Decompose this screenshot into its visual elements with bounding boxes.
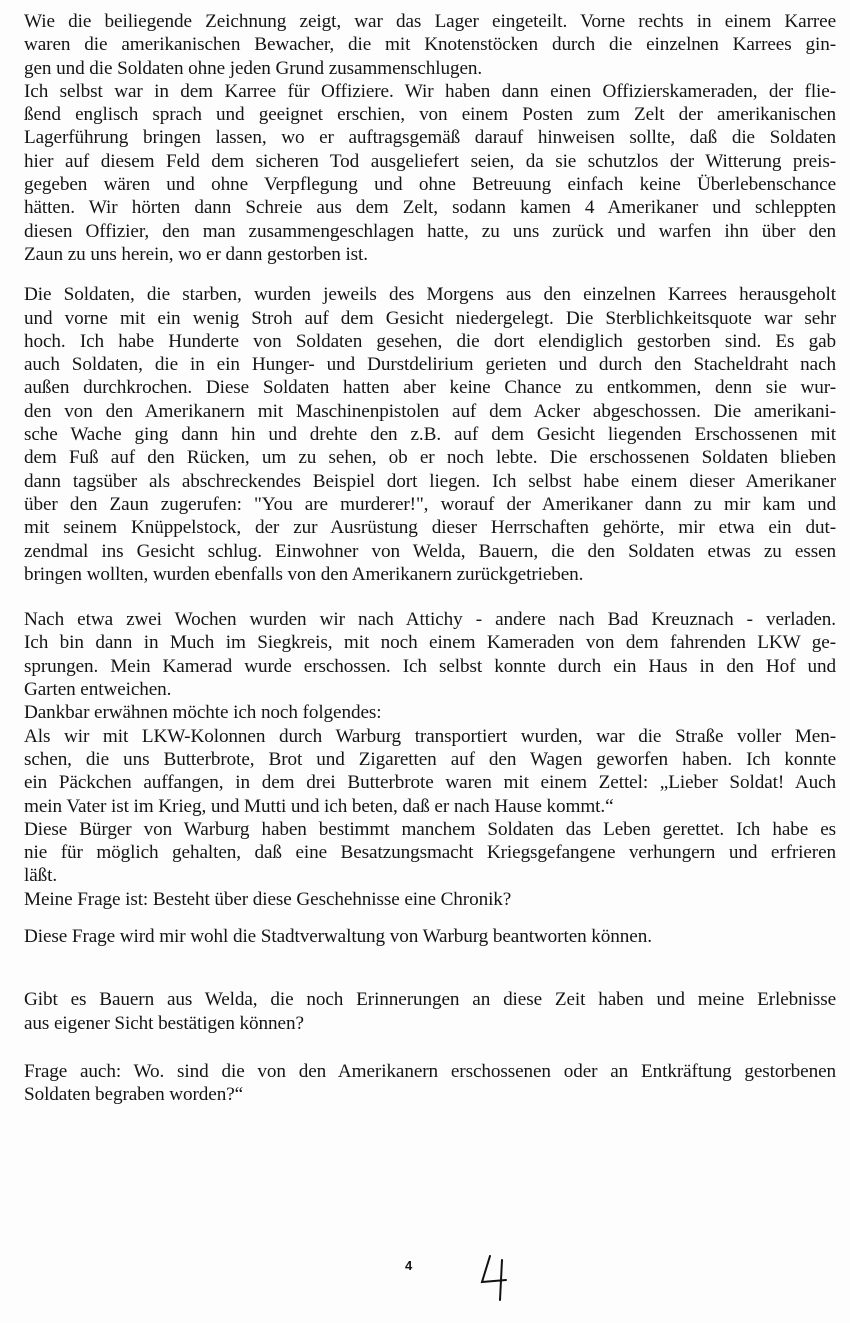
text-line: gegeben wären und ohne Verpflegung und ohne Betreuung einfach keine Überlebenschance [24,174,836,196]
text-line: sche Wache ging dann hin und drehte den z.B. auf dem Gesicht liegenden Erschossenen mit [24,424,836,446]
text-line: Lagerführung bringen lassen, wo er auftragsgemäß darauf hinweisen sollte, daß die Soldaten [24,127,836,149]
text-line: Dankbar erwähnen möchte ich noch folgendes: [24,702,382,724]
document-body [24,10,836,1106]
text-line: den von den Amerikanern mit Maschinenpistolen auf dem Acker abgeschossen. Die amerikani- [24,400,836,422]
paragraph [24,725,836,818]
text-line: auch Soldaten, die in ein Hunger- und Durstdelirium gerieten und durch den Stacheldraht nach [24,354,836,376]
text-line: über den Zaun zugerufen: "You are murderer!", worauf der Amerikaner dann zu mir kam und [24,493,836,515]
text-line: diesen Offizier, den man zusammengeschlagen hatte, zu uns zurück und warfen ihn über den [24,220,836,242]
text-line: gen und die Soldaten ohne jeden Grund zusammenschlugen. [24,57,483,79]
paragraph [24,1060,836,1107]
text-line: dann tagsüber als abschreckendes Beispiel dort liegen. Ich selbst habe einem dieser Amerikaner [24,470,836,492]
text-line: Diese Bürger von Warburg haben bestimmt manchem Soldaten das Leben gerettet. Ich habe es [24,818,836,840]
text-line: Zaun zu uns herein, wo er dann gestorben ist. [24,243,368,265]
paragraph [24,888,836,911]
text-line: Nach etwa zwei Wochen wurden wir nach Attichy - andere nach Bad Kreuznach - verladen. [24,609,836,631]
text-line: läßt. [24,865,58,887]
text-line: hier auf diesem Feld dem sicheren Tod ausgeliefert seien, da sie schutzlos der Witterung preis- [24,150,836,172]
paragraph [24,608,836,701]
text-line: schen, die uns Butterbrote, Brot und Zigaretten auf den Wagen geworfen haben. Ich konnte [24,748,836,770]
paragraph [24,701,836,724]
text-line: Diese Frage wird mir wohl die Stadtverwaltung von Warburg beantworten können. [24,925,652,947]
text-line: Garten entweichen. [24,679,172,701]
text-line: hätten. Wir hörten dann Schreie aus dem Zelt, sodann kamen 4 Amerikaner und schleppten [24,197,836,219]
text-line: Frage auch: Wo. sind die von den Amerikanern erschossenen oder an Entkräftung gestorbenen [24,1060,836,1082]
text-line: Die Soldaten, die starben, wurden jeweils des Morgens aus den einzelnen Karrees herausgeholt [24,284,836,306]
text-line: außen durchkrochen. Diese Soldaten hatten aber keine Chance zu entkommen, denn sie wur- [24,377,836,399]
handwritten-page-number [476,1252,516,1302]
text-line: sprungen. Mein Kamerad wurde erschossen. Ich selbst konnte durch ein Haus in den Hof und [24,655,836,677]
text-line: zendmal ins Gesicht schlug. Einwohner von Welda, Bauern, die den Soldaten etwas zu essen [24,540,836,562]
paragraph [24,988,836,1035]
text-line: ein Päckchen auffangen, in dem drei Butterbrote waren mit einem Zettel: „Lieber Soldat! Auch [24,772,836,794]
text-line: Soldaten begraben worden?“ [24,1084,244,1106]
paragraph [24,80,836,266]
text-line: und vorne mit ein wenig Stroh auf dem Gesicht niedergelegt. Die Sterblichkeitsquote war sehr [24,307,836,329]
text-line: Meine Frage ist: Besteht über diese Geschehnisse eine Chronik? [24,888,512,910]
paragraph [24,283,836,586]
text-line: mein Vater ist im Krieg, und Mutti und ich beten, daß er nach Hause kommt.“ [24,795,614,817]
paragraph [24,925,836,948]
text-line: Ich bin dann in Much im Siegkreis, mit noch einem Kameraden von dem fahrenden LKW ge- [24,632,836,654]
text-line: waren die amerikanischen Bewacher, die mit Knotenstöcken durch die einzelnen Karrees gin- [24,34,836,56]
text-line: mit seinem Knüppelstock, der zur Ausrüstung dieser Herrschaften gehörte, mir etwa ein dut- [24,517,836,539]
text-line: nie für möglich gehalten, daß eine Besatzungsmacht Kriegsgefangene verhungern und erfrieren [24,842,836,864]
text-line: Gibt es Bauern aus Welda, die noch Erinnerungen an diese Zeit haben und meine Erlebnisse [24,989,836,1011]
text-line: dem Fuß auf den Rücken, um zu sehen, ob er noch lebte. Die erschossenen Soldaten blieben [24,447,836,469]
text-line: bringen wollten, wurden ebenfalls von den Amerikanern zurückgetrieben. [24,563,584,585]
text-line: Ich selbst war in dem Karree für Offiziere. Wir haben dann einen Offizierskameraden, der flie- [24,80,836,102]
text-line: aus eigener Sicht bestätigen können? [24,1012,304,1034]
text-line: Wie die beiliegende Zeichnung zeigt, war das Lager eingeteilt. Vorne rechts in einem Karree [24,11,836,32]
text-line: Als wir mit LKW-Kolonnen durch Warburg transportiert wurden, war die Straße voller Men- [24,725,836,747]
text-line: ßend englisch sprach und geeignet erschien, von einem Posten zum Zelt der amerikanischen [24,104,836,126]
text-line: hoch. Ich habe Hunderte von Soldaten gesehen, die dort elendiglich gestorben sind. Es gab [24,330,836,352]
paragraph [24,818,836,888]
page-number: 4 [405,1258,413,1273]
paragraph [24,10,836,80]
